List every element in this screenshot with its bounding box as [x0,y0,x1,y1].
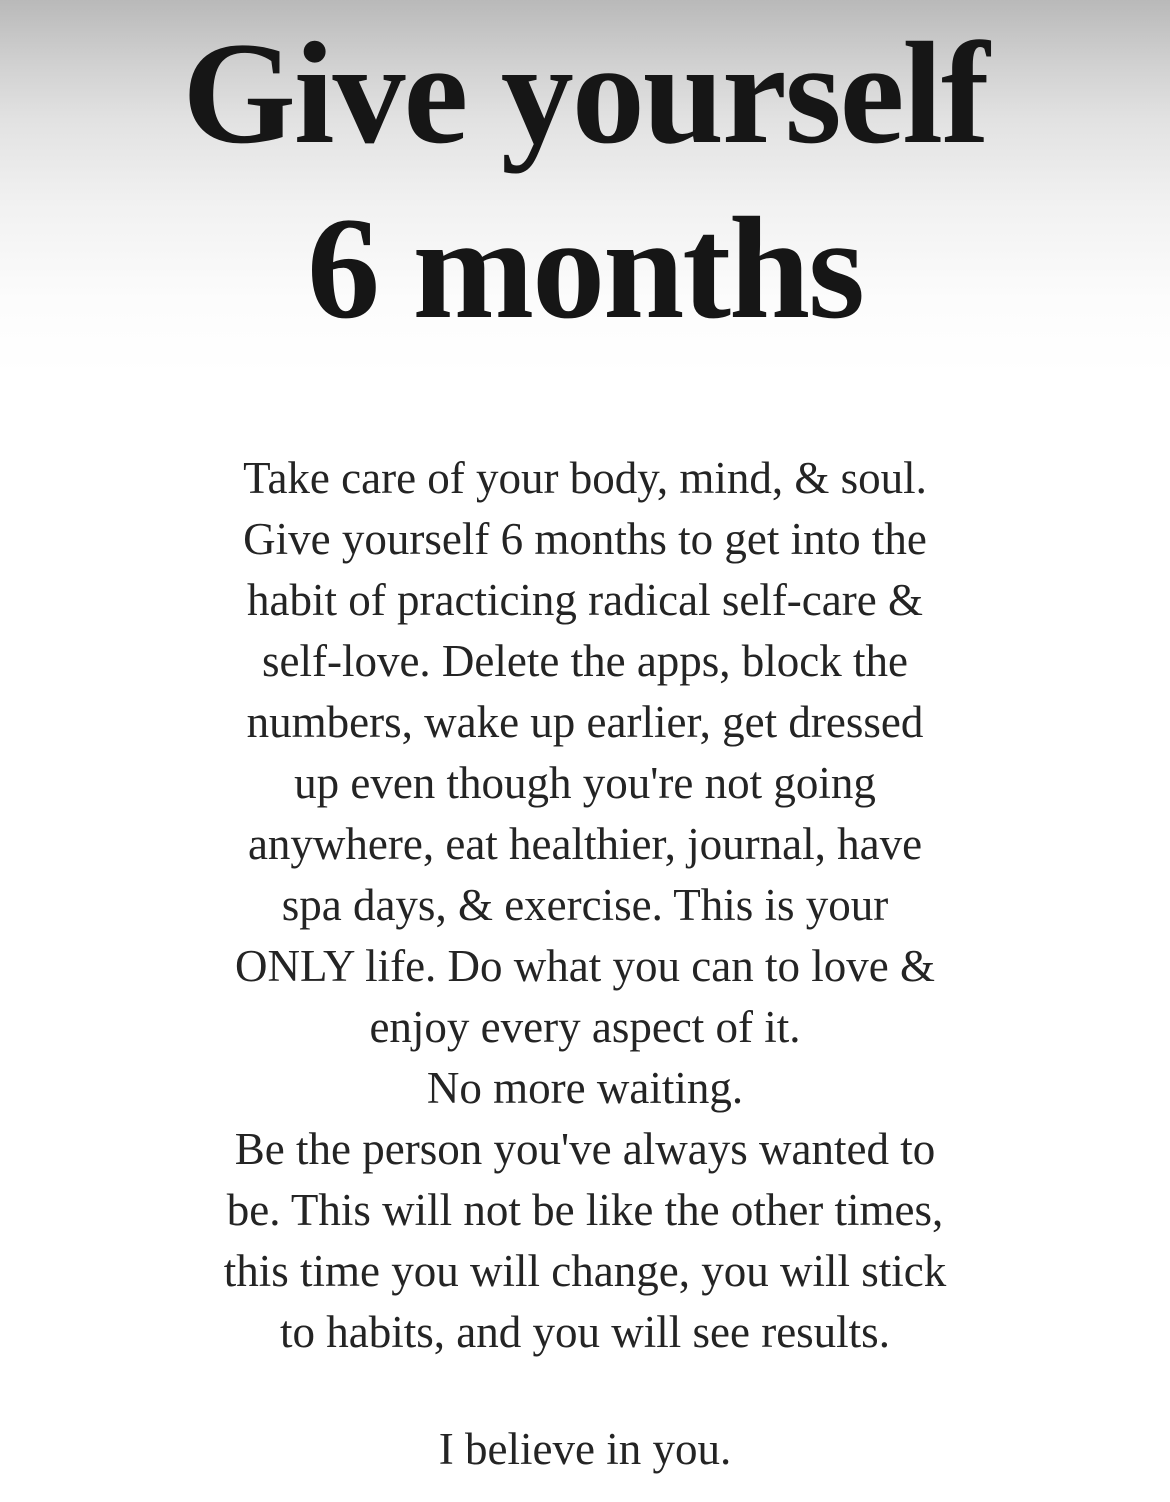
quote-line: No more waiting. [426,1063,744,1114]
quote-line: anywhere, eat healthier, journal, have [247,819,923,870]
quote-line: numbers, wake up earlier, get dressed [246,697,924,748]
quote-line: self-love. Delete the apps, block the [261,636,909,687]
page-title [0,0,1170,356]
quote-line: Give yourself 6 months to get into the [243,514,927,565]
quote-line: spa days, & exercise. This is your [281,880,889,931]
quote-line: Take care of your body, mind, & soul. [243,453,927,504]
closing-line: I believe in you. [438,1424,732,1475]
quote-line: up even though you're not going [294,758,876,809]
quote-line: ONLY life. Do what you can to love & [235,941,935,992]
quote-line: enjoy every aspect of it. [369,1002,801,1053]
quote-line: this time you will change, you will stick [223,1246,947,1297]
quote-line: habit of practicing radical self-care & [247,575,923,626]
page-title-line-1: Give yourself [182,12,988,174]
quote-body [0,448,1170,1363]
quote-line: to habits, and you will see results. [280,1307,890,1358]
quote-line: Be the person you've always wanted to [234,1124,936,1175]
quote-line: be. This will not be like the other times, [226,1185,944,1236]
page-title-line-2: 6 months [307,187,863,350]
